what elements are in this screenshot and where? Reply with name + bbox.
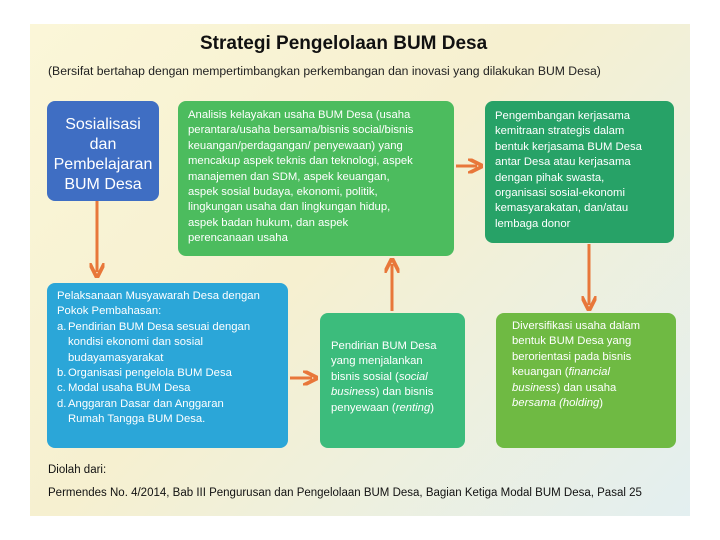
list-line: Modal usaha BUM Desa (68, 382, 191, 395)
list-line: kondisi ekonomi dan sosial (68, 336, 204, 349)
box-line: mencakup aspek teknis dan teknologi, aspek (188, 155, 413, 168)
step-diversifikasi-box (496, 313, 676, 448)
italic-term: social (398, 370, 428, 383)
box-line: aspek sosial budaya, ekonomi, politik, (188, 186, 378, 199)
box-line (331, 370, 457, 385)
source-citation: Permendes No. 4/2014, Bab III Pengurusan dan Pengelolaan BUM Desa, Bagian Ketiga Modal BUM Desa, Pasal 25 (48, 487, 642, 499)
box-line (512, 396, 666, 411)
list-marker: c. (57, 382, 66, 395)
italic-term: renting (395, 401, 431, 414)
step-analisis-kelayakan-box (178, 101, 454, 256)
text-span: penyewaan ( (331, 401, 396, 414)
box-line: dan (89, 136, 117, 153)
text-span: bisnis sosial ( (331, 370, 399, 383)
text-span: keuangan ( (512, 366, 569, 379)
box-line: bentuk kerjasama BUM Desa (495, 140, 642, 153)
box-line (331, 401, 457, 416)
step-musyawarah-desa-box (47, 283, 288, 448)
list-marker: b. (57, 367, 67, 380)
box-line: Diversifikasi usaha dalam (512, 320, 641, 332)
list-marker: a. (57, 320, 67, 333)
box-line: perencanaan usaha (188, 232, 288, 245)
box-line: manajemen dan SDM, aspek keuangan, (188, 170, 390, 183)
list-item (57, 320, 278, 366)
diagram-subtitle: (Bersifat bertahap dengan mempertimbangkan perkembangan dan inovasi yang dilakukan BUM Desa) (48, 64, 601, 78)
text-span: ) (599, 397, 604, 410)
box-line: kemasyarakatan, dan/atau (495, 202, 629, 215)
italic-term: business (331, 386, 376, 399)
diagram-title: Strategi Pengelolaan BUM Desa (200, 33, 488, 54)
box-line: keuangan/perdagangan/ penyewaan) yang (188, 139, 403, 152)
italic-term: holding (562, 397, 600, 410)
box-line: aspek badan hukum, dan aspek (188, 216, 349, 229)
box-line: Analisis kelayakan usaha BUM Desa (usaha (188, 109, 411, 121)
box-line: kemitraan strategis dalam (495, 125, 625, 138)
box-line: Pengembangan kerjasama (495, 110, 631, 122)
box-line: berorientasi pada bisnis (512, 350, 632, 363)
box-line: Pembelajaran (53, 156, 153, 173)
box-line (512, 381, 666, 396)
box-line: Pelaksanaan Musyawarah Desa dengan (57, 290, 260, 302)
italic-term: business (512, 381, 557, 394)
list-line: Organisasi pengelola BUM Desa (68, 367, 232, 380)
list-item (57, 397, 278, 428)
box-line: Pendirian BUM Desa (331, 340, 437, 352)
list-item (57, 381, 278, 396)
step-sosialisasi-box (47, 101, 159, 201)
box-line: yang menjalankan (331, 355, 423, 368)
box-line: bentuk BUM Desa yang (512, 335, 632, 348)
list-line: Pendirian BUM Desa sesuai dengan (68, 320, 251, 333)
italic-term: financial (568, 366, 610, 379)
text-span: ) (430, 401, 434, 414)
list-line: Anggaran Dasar dan Anggaran (68, 397, 224, 410)
box-line: lembaga donor (495, 217, 571, 230)
step-pendirian-bumdesa-box (320, 313, 465, 448)
box-line: organisasi sosial-ekonomi (495, 187, 625, 200)
source-label: Diolah dari: (48, 464, 107, 476)
list-marker: d. (57, 397, 67, 410)
text-span: ) dan bisnis (375, 386, 434, 399)
box-line: Sosialisasi (65, 116, 141, 133)
box-line: antar Desa atau kerjasama (495, 156, 631, 169)
italic-term: bersama ( (512, 397, 563, 410)
box-line: BUM Desa (64, 176, 142, 193)
box-line (512, 365, 666, 380)
box-line: lingkungan usaha dan lingkungan hidup, (188, 201, 391, 214)
box-line: dengan pihak swasta, (495, 171, 605, 184)
list-item (57, 366, 278, 381)
text-span: ) dan usaha (556, 381, 617, 394)
list-line: budayamasyarakat (68, 351, 164, 364)
box-line (331, 385, 457, 400)
box-line: perantara/usaha bersama/bisnis social/bisnis (188, 124, 414, 137)
list-line: Rumah Tangga BUM Desa. (68, 413, 206, 426)
box-line: Pokok Pembahasan: (57, 305, 162, 318)
step-pengembangan-kerjasama-box (485, 101, 674, 243)
